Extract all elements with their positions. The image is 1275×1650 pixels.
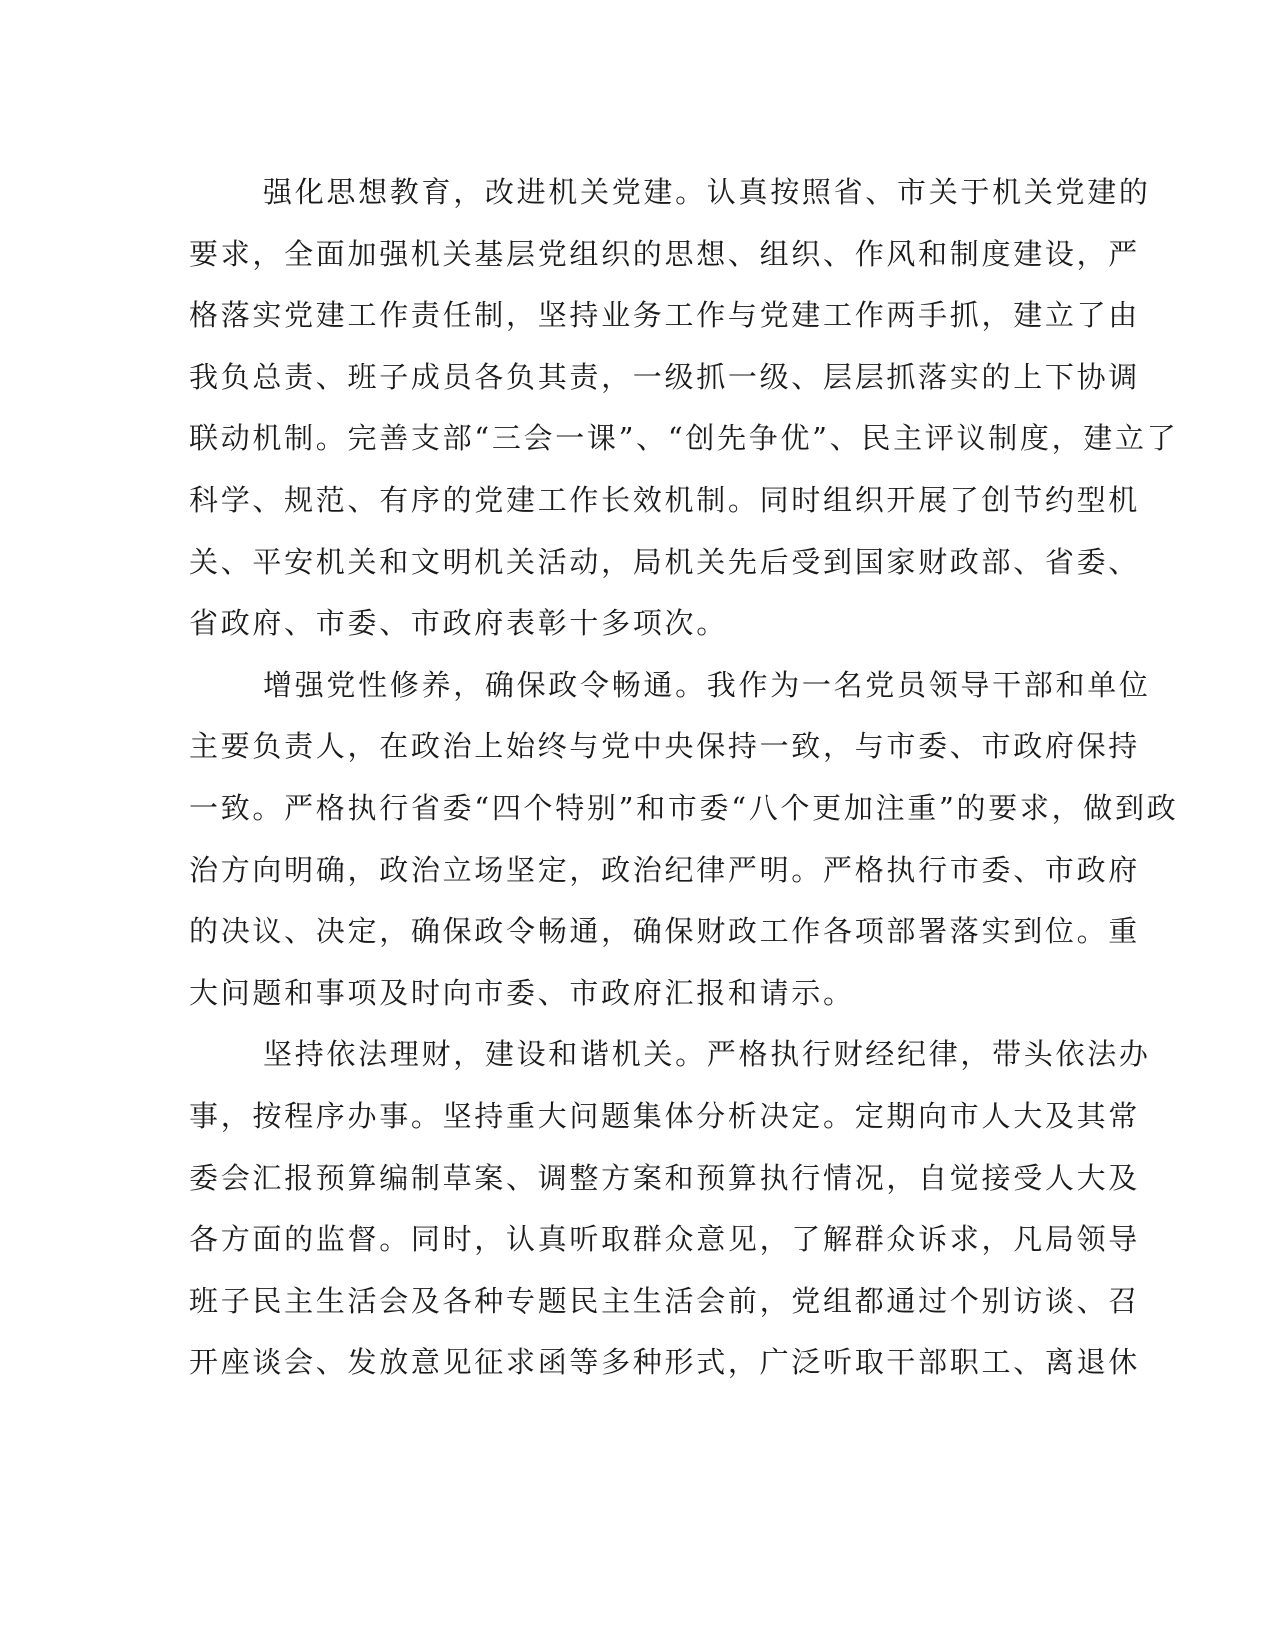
text-line: 一致。严格执行省委“四个特别”和市委“八个更加注重”的要求，做到政 xyxy=(189,790,1179,825)
paragraph-party-building xyxy=(189,162,1179,655)
document-body xyxy=(189,162,1179,1394)
text-line: 大问题和事项及时向市委、市政府汇报和请示。 xyxy=(189,975,855,1010)
text-line: 要求，全面加强机关基层党组织的思想、组织、作风和制度建设，严 xyxy=(189,236,1141,271)
text-line: 各方面的监督。同时，认真听取群众意见，了解群众诉求，凡局领导 xyxy=(189,1222,1141,1257)
text-line: 班子民主生活会及各种专题民主生活会前，党组都通过个别访谈、召 xyxy=(189,1283,1141,1318)
text-line: 我负总责、班子成员各负其责，一级抓一级、层层抓落实的上下协调 xyxy=(189,359,1141,394)
text-line: 科学、规范、有序的党建工作长效机制。同时组织开展了创节约型机 xyxy=(189,482,1141,517)
text-line: 事，按程序办事。坚持重大问题集体分析决定。定期向市人大及其常 xyxy=(189,1098,1141,1133)
text-line: 关、平安机关和文明机关活动，局机关先后受到国家财政部、省委、 xyxy=(189,544,1141,579)
text-line: 省政府、市委、市政府表彰十多项次。 xyxy=(189,606,728,641)
text-line: 联动机制。完善支部“三会一课”、“创先争优”、民主评议制度，建立了 xyxy=(189,421,1179,456)
text-line: 坚持依法理财，建设和谐机关。严格执行财经纪律，带头依法办 xyxy=(263,1037,1151,1072)
text-line: 开座谈会、发放意见征求函等多种形式，广泛听取干部职工、离退休 xyxy=(189,1345,1141,1380)
text-line: 主要负责人，在政治上始终与党中央保持一致，与市委、市政府保持 xyxy=(189,729,1141,764)
text-line: 增强党性修养，确保政令畅通。我作为一名党员领导干部和单位 xyxy=(263,667,1151,702)
text-line: 委会汇报预算编制草案、调整方案和预算执行情况，自觉接受人大及 xyxy=(189,1160,1141,1195)
text-line: 强化思想教育，改进机关党建。认真按照省、市关于机关党建的 xyxy=(263,175,1151,209)
text-line: 格落实党建工作责任制，坚持业务工作与党建工作两手抓，建立了由 xyxy=(189,298,1141,333)
paragraph-party-discipline xyxy=(189,655,1179,1025)
text-line: 的决议、决定，确保政令畅通，确保财政工作各项部署落实到位。重 xyxy=(189,914,1141,949)
text-line: 治方向明确，政治立场坚定，政治纪律严明。严格执行市委、市政府 xyxy=(189,852,1141,887)
paragraph-lawful-finance xyxy=(189,1024,1151,1394)
